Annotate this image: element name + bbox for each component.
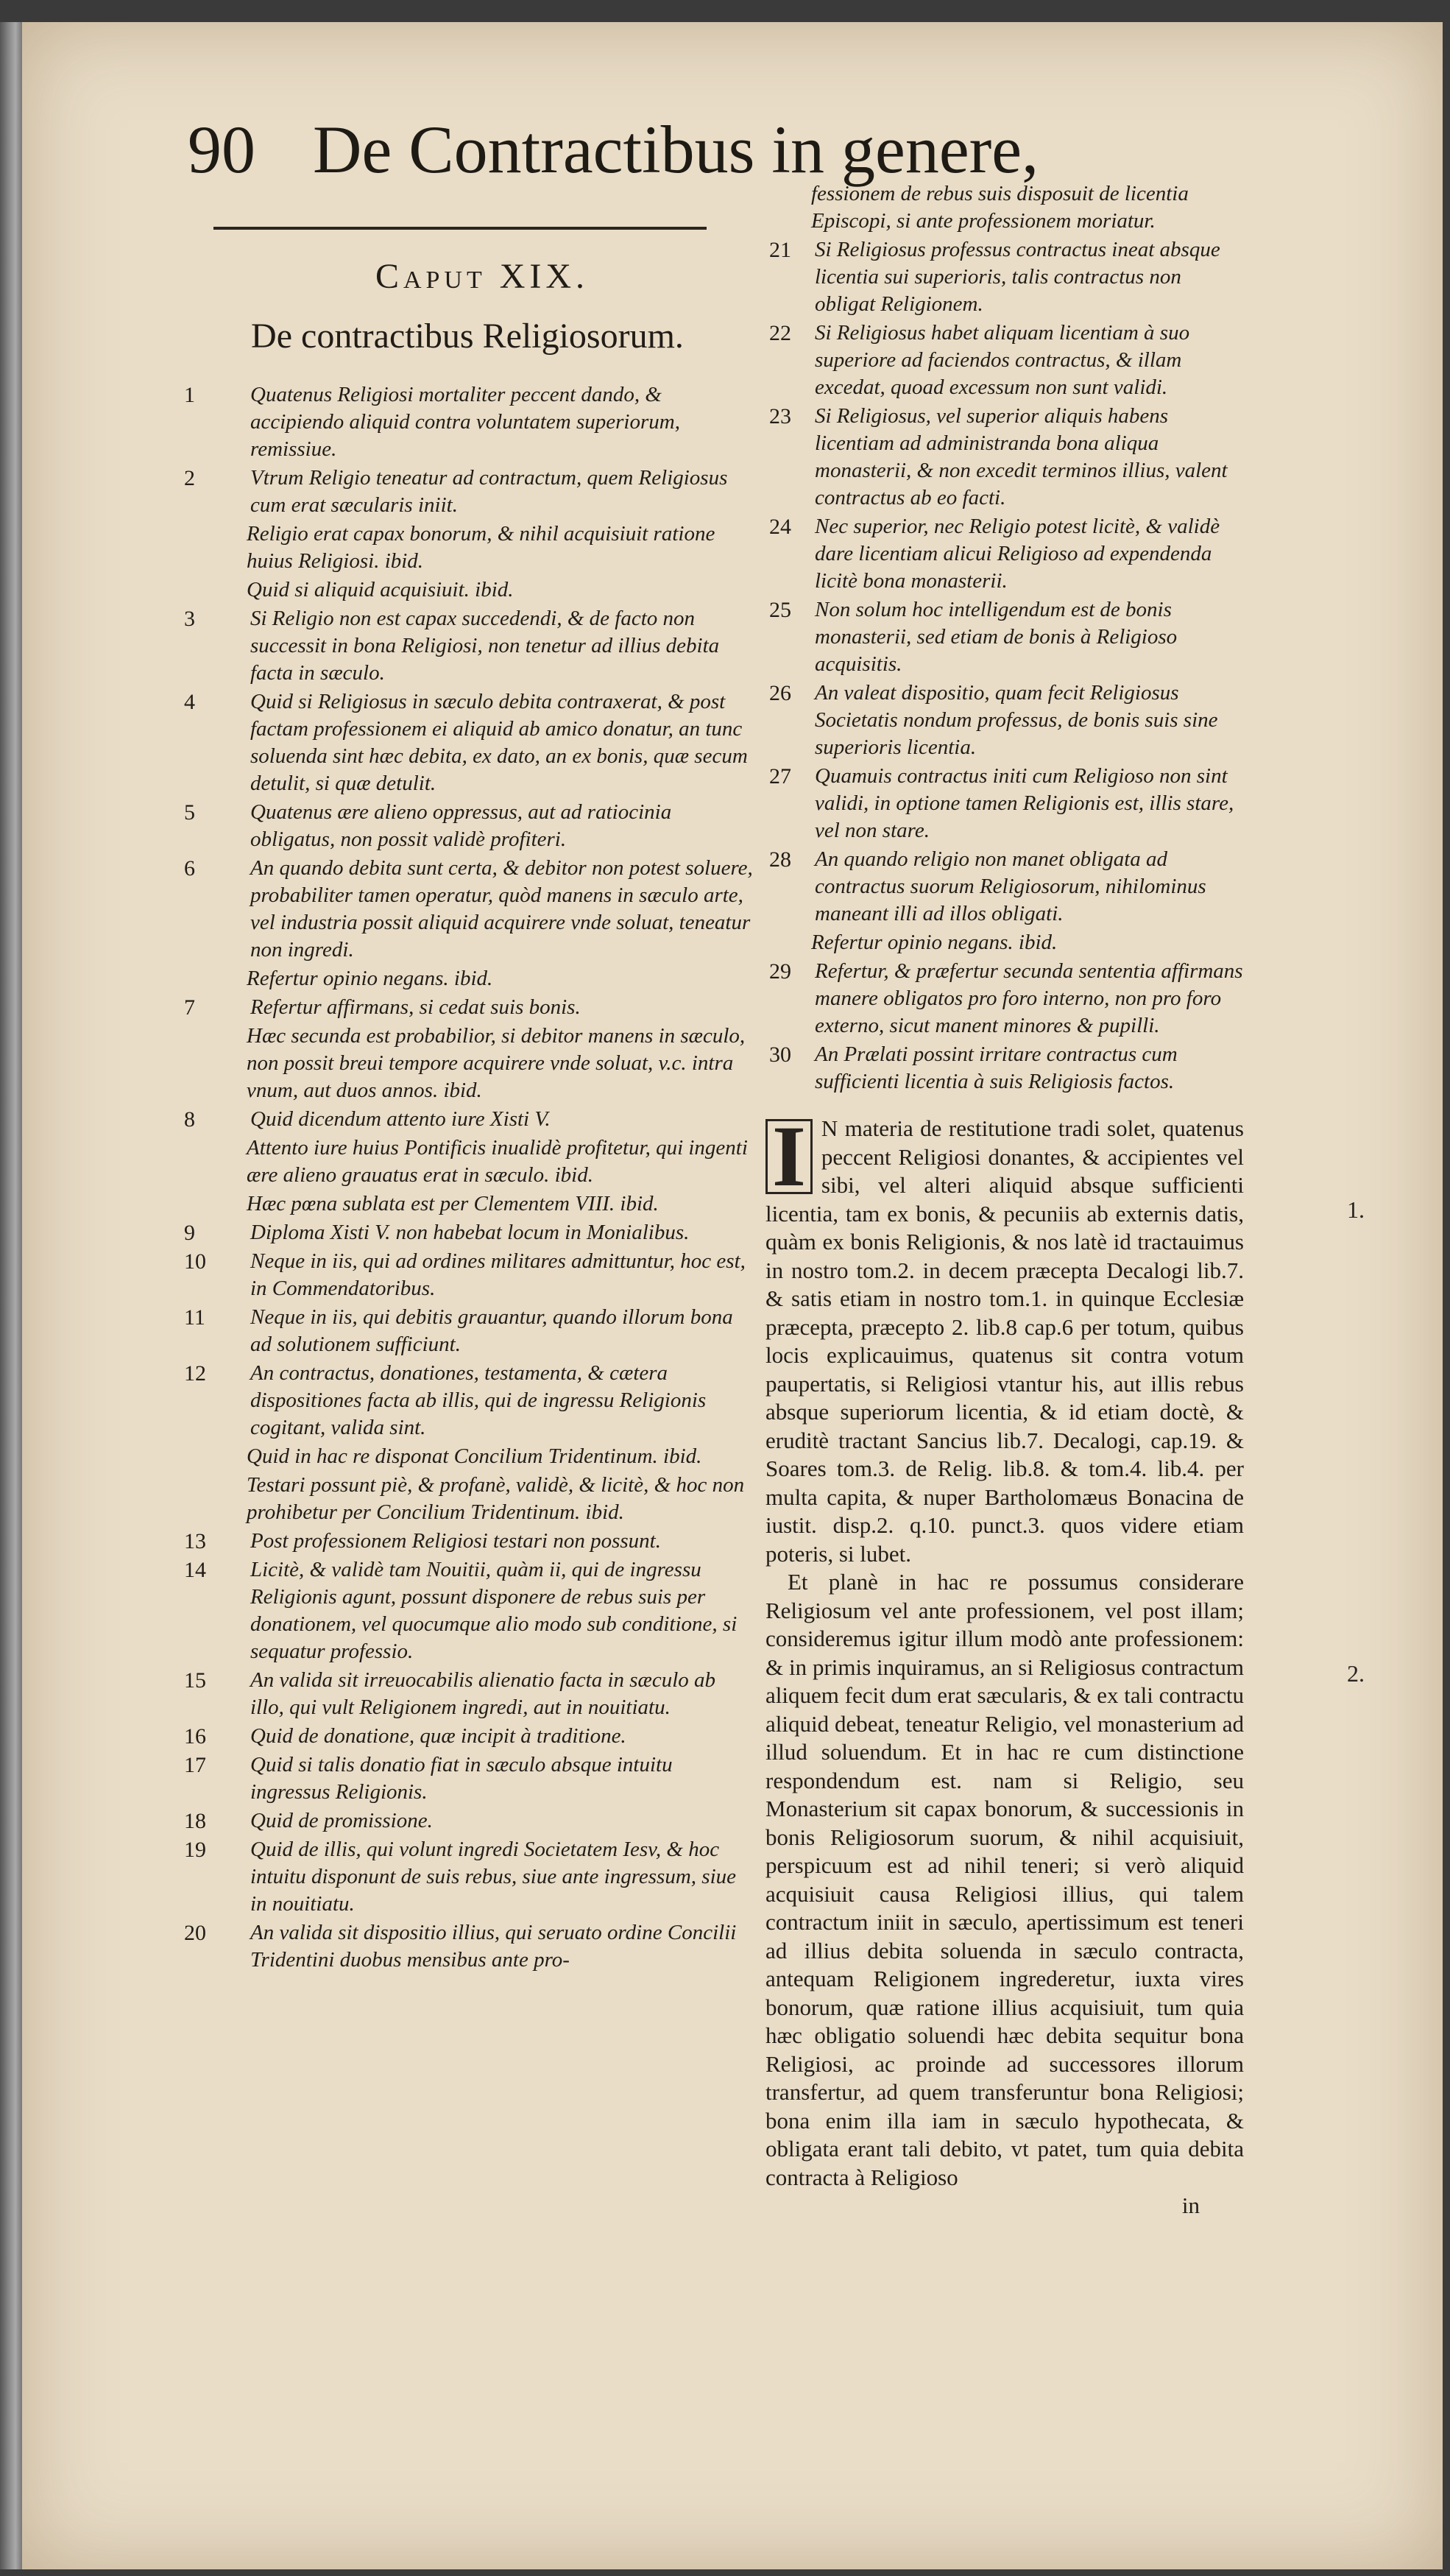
entry-text: Quid de donatione, quæ incipit à traditione. (250, 1724, 626, 1748)
entry-number: 22 (769, 321, 791, 345)
chapter-title: Caput XIX. (375, 257, 590, 296)
entry-number: 5 (184, 800, 195, 825)
entry-text: Attento iure huius Pontificis inualidè profitetur, qui ingenti ære alieno grauatus erat in sæculo. ibid. (247, 1136, 748, 1187)
summary-entry (180, 1360, 754, 1441)
summary-list-left (180, 381, 754, 1974)
page-number: 90 (188, 112, 255, 187)
entry-number: 21 (769, 238, 791, 262)
summary-entry (180, 465, 754, 519)
paragraph-2: Et planè in hac re possumus considerare Religiosum vel ante professionem, vel post illam; consideremus igitur illum modò ante professionem: & in primis inquiramus, an si Religiosus contractum aliquem fecit dum erat sæcularis, & ex tali contractu aliquid debeat, teneatur Religio, vel monasterium ad illud soluendum. Et in hac re cum distinctione respondendum est. nam si Religio, seu Monasterium sit capax bonorum, & successionis in bonis Religiosorum suorum, & nihil acquisiuit, perspicuum est ad nihil teneri; si verò aliquid acquisiuit causa Religiosi illius, qui talem contractum iniit in sæculo, apertissimum est teneri ad illius debita soluenda in sæculo contracta, antequam Religionem ingrederetur, iuxta vires bonorum, quæ ratione illius acquisiuit, tum quia hæc obligatio soluendi hæc debita sequitur bona Religiosi, ac proinde ad successores illorum transfertur, ad quem transferuntur bona Religiosi; bona enim illa iam in sæculo hypothecata, & obligata erant tali debito, vt patet, tum quia debita contracta à Religioso (765, 1569, 1244, 2190)
drop-cap: I (765, 1119, 813, 1194)
entry-number (180, 521, 247, 575)
summary-entry (180, 1106, 754, 1133)
entry-text: Religio erat capax bonorum, & nihil acquisiuit ratione huius Religiosi. ibid. (247, 522, 715, 573)
entry-text: An valeat dispositio, quam fecit Religiosus Societatis nondum professus, de bonis suis sine superioris licentia. (815, 681, 1218, 759)
entry-text: Testari possunt piè, & profanè, validè, & licitè, & hoc non prohibetur per Concilium Tridentinum. ibid. (247, 1473, 745, 1524)
summary-subentry (765, 180, 1244, 235)
summary-entry (765, 958, 1244, 1040)
entry-number: 17 (184, 1753, 206, 1777)
summary-entry (180, 1723, 754, 1750)
entry-text: Hæc secunda est probabilior, si debitor manens in sæculo, non possit breui tempore acquirere vnde soluat, v.c. intra vnum, aut duos annos. ibid. (247, 1024, 746, 1102)
entry-number: 3 (184, 607, 195, 631)
summary-entry (765, 846, 1244, 928)
summary-entry (180, 1528, 754, 1555)
entry-text: Nec superior, nec Religio potest licitè, & validè dare licentiam alicui Religioso ad expendenda licitè bona monasterii. (815, 515, 1220, 593)
entry-number: 2 (184, 466, 195, 490)
summary-entry (765, 513, 1244, 595)
summary-entry (180, 1751, 754, 1806)
summary-entry (180, 994, 754, 1021)
summary-list-right (765, 180, 1244, 1095)
book-gutter (0, 22, 22, 2569)
entry-text: Si Religio non est capax succedendi, & de facto non successit in bona Religiosi, non tenetur ad illius debita facta in sæculo. (250, 607, 720, 685)
summary-subentry (180, 1190, 754, 1218)
entry-number: 16 (184, 1724, 206, 1748)
entry-text: Quid si Religiosus in sæculo debita contraxerat, & post factam professionem ei aliquid ab amico donatur, an tunc soluenda sint hæc debita, ex dato, an ex bonis, quæ secum detulit, si quæ detulit. (250, 690, 748, 795)
left-column (180, 243, 754, 1975)
chapter-subtitle: De contractibus Religiosorum. (251, 317, 684, 356)
entry-text: Si Religiosus, vel superior aliquis habens licentiam ad administranda bona aliqua monasterii, & non excedit terminos illius, valent contractus ab eo facti. (815, 404, 1228, 509)
summary-entry (180, 1219, 754, 1246)
summary-entry (180, 1807, 754, 1835)
entry-number (180, 1472, 247, 1526)
entry-number (180, 576, 247, 604)
entry-text: Neque in iis, qui debitis grauantur, quando illorum bona ad solutionem sufficiunt. (250, 1305, 733, 1356)
entry-text: fessionem de rebus suis disposuit de licentia Episcopi, si ante professionem moriatur. (811, 182, 1189, 233)
summary-entry (180, 855, 754, 964)
summary-entry (180, 1919, 754, 1974)
entry-number: 7 (184, 995, 195, 1020)
entry-text: An valida sit irreuocabilis alienatio facta in sæculo ab illo, qui vult Religionem ingredi, aut in nouitiatu. (250, 1668, 716, 1719)
entry-number: 29 (769, 959, 791, 984)
entry-text: An contractus, donationes, testamenta, & cætera dispositiones facta ab illis, qui de ingressu Religionis cogitant, valida sint. (250, 1361, 707, 1439)
entry-number: 18 (184, 1809, 206, 1833)
entry-text: Neque in iis, qui ad ordines militares admittuntur, hoc est, in Commendatoribus. (250, 1249, 746, 1300)
entry-number: 28 (769, 847, 791, 872)
entry-number: 14 (184, 1558, 206, 1582)
summary-entry (180, 1836, 754, 1918)
summary-entry (765, 403, 1244, 512)
entry-number: 27 (769, 764, 791, 788)
entry-number (765, 929, 811, 956)
entry-text: Quid de illis, qui volunt ingredi Societatem Iesv, & hoc intuitu disponunt de suis rebus, siue ante ingressum, siue in nouitiatu. (250, 1838, 737, 1916)
entry-number: 6 (184, 856, 195, 881)
entry-number (765, 180, 811, 235)
entry-number: 19 (184, 1838, 206, 1862)
summary-entry (180, 688, 754, 797)
entry-number: 25 (769, 598, 791, 622)
entry-text: An Prælati possint irritare contractus cum sufficienti licentia à suis Religiosis factos. (815, 1042, 1178, 1093)
entry-text: Si Religiosus habet aliquam licentiam à suo superiore ad faciendos contractus, & illam excedat, quoad excessum non sunt validi. (815, 321, 1190, 399)
margin-ref-1: 1. (1347, 1196, 1365, 1223)
summary-subentry (180, 576, 754, 604)
summary-entry (765, 680, 1244, 761)
summary-subentry (180, 965, 754, 992)
entry-number: 30 (769, 1042, 791, 1067)
summary-entry (765, 1041, 1244, 1095)
entry-text: Quid de promissione. (250, 1809, 433, 1832)
entry-number: 4 (184, 690, 195, 714)
entry-number: 10 (184, 1249, 206, 1274)
entry-text: An quando debita sunt certa, & debitor non potest soluere, probabiliter tamen operatur, quòd manens in sæculo arte, vel industria possit aliquid acquirere vnde soluat, teneatur non ingredi. (250, 856, 753, 961)
summary-entry (765, 596, 1244, 678)
entry-text: Refertur opinio negans. ibid. (247, 967, 493, 990)
entry-number: 24 (769, 515, 791, 539)
entry-number (180, 1190, 247, 1218)
margin-ref-2: 2. (1347, 1660, 1365, 1687)
entry-number: 12 (184, 1361, 206, 1386)
entry-text: Diploma Xisti V. non habebat locum in Monialibus. (250, 1221, 690, 1244)
summary-entry (180, 1556, 754, 1665)
summary-subentry (180, 1023, 754, 1104)
entry-text: Si Religiosus professus contractus ineat absque licentia sui superioris, talis contractus non obligat Religionem. (815, 238, 1220, 316)
running-header (188, 110, 1039, 188)
entry-number: 23 (769, 404, 791, 428)
entry-text: Quatenus Religiosi mortaliter peccent dando, & accipiendo aliquid contra voluntatem superiorum, remissiue. (250, 383, 680, 461)
entry-number: 26 (769, 681, 791, 705)
entry-number: 15 (184, 1668, 206, 1693)
entry-text: Hæc pœna sublata est per Clementem VIII. ibid. (247, 1192, 659, 1215)
summary-entry (180, 381, 754, 463)
summary-subentry (180, 521, 754, 575)
entry-text: Quid in hac re disponat Concilium Tridentinum. ibid. (247, 1444, 702, 1468)
summary-entry (180, 1667, 754, 1721)
entry-text: Quid dicendum attento iure Xisti V. (250, 1107, 551, 1131)
right-column (765, 180, 1244, 2220)
entry-text: Post professionem Religiosi testari non possunt. (250, 1529, 661, 1553)
summary-entry (180, 1304, 754, 1358)
entry-number: 1 (184, 383, 195, 407)
entry-number (180, 1135, 247, 1189)
entry-text: Licitè, & validè tam Nouitii, quàm ii, qui de ingressu Religionis agunt, possunt disponere de rebus suis per donationem, vel quocumque alio modo sub conditione, si sequatur professio. (250, 1558, 738, 1663)
entry-text: Quatenus ære alieno oppressus, aut ad ratiocinia obligatus, non possit validè profiteri. (250, 800, 672, 851)
summary-subentry (180, 1443, 754, 1470)
entry-number (180, 1443, 247, 1470)
entry-text: Refertur affirmans, si cedat suis bonis. (250, 995, 581, 1019)
entry-text: Quid si aliquid acquisiuit. ibid. (247, 578, 514, 601)
summary-subentry (765, 929, 1244, 956)
entry-number (180, 1023, 247, 1104)
summary-entry (180, 1248, 754, 1302)
catchword: in (1181, 2192, 1200, 2218)
summary-subentry (180, 1135, 754, 1189)
summary-subentry (180, 1472, 754, 1526)
summary-entry (765, 763, 1244, 844)
entry-number: 13 (184, 1529, 206, 1553)
entry-number: 8 (184, 1107, 195, 1132)
header-rule (213, 227, 707, 230)
entry-text: Quamuis contractus initi cum Religioso non sint validi, in optione tamen Religionis est, illis stare, vel non stare. (815, 764, 1234, 842)
summary-entry (180, 799, 754, 853)
entry-text: An valida sit dispositio illius, qui seruato ordine Concilii Tridentini duobus mensibus ante pro- (250, 1921, 737, 1972)
paragraph-1 (765, 1108, 1244, 1568)
paragraph-1-text: N materia de restitutione tradi solet, quatenus peccent Religiosi donantes, & accipientes vel sibi, vel alteri aliquid absque sufficienti licentia, tam ex bonis, & pecuniis ab externis datis, quàm ex bonis Religionis, & nos latè id tractauimus in nostro tom.2. in decem præcepta Decalogi lib.7. & satis etiam in nostro tom.1. in quinque Ecclesiæ præcepta, præcepto 2. lib.8 cap.6 per totum, quibus locis explicauimus, quatenus sit contra votum paupertatis, si Religiosi vtantur his, aut illis rebus absque superiorum licentia, & id etiam doctè, & eruditè tractant Sancius lib.7. Decalogi, cap.19. & Soares tom.3. de Relig. lib.8. & tom.4. lib.4. per multa capita, & nuper Bartholomæus Bonacina de iustit. disp.2. q.10. punct.3. quos videre etiam poteris, si lubet. (765, 1115, 1244, 1567)
summary-entry (765, 236, 1244, 318)
entry-number: 20 (184, 1921, 206, 1945)
entry-text: Refertur, & præfertur secunda sententia affirmans manere obligatos pro foro interno, non pro foro externo, sicut manent minores & pupilli. (815, 959, 1243, 1037)
entry-number (180, 965, 247, 992)
body-text-block (765, 1108, 1244, 2220)
entry-text: Non solum hoc intelligendum est de bonis monasterii, sed etiam de bonis à Religioso acquisitis. (815, 598, 1178, 676)
summary-entry (180, 605, 754, 687)
entry-text: An quando religio non manet obligata ad contractus suorum Religiosorum, nihilominus maneant illi ad illos obligati. (815, 847, 1206, 925)
entry-number: 11 (184, 1305, 205, 1330)
entry-text: Refertur opinio negans. ibid. (811, 931, 1058, 954)
entry-text: Quid si talis donatio fiat in sæculo absque intuitu ingressus Religionis. (250, 1753, 673, 1804)
entry-number: 9 (184, 1221, 195, 1245)
entry-text: Vtrum Religio teneatur ad contractum, quem Religiosus cum erat sæcularis iniit. (250, 466, 728, 517)
summary-entry (765, 320, 1244, 401)
running-title: De Contractibus in genere, (313, 112, 1039, 187)
